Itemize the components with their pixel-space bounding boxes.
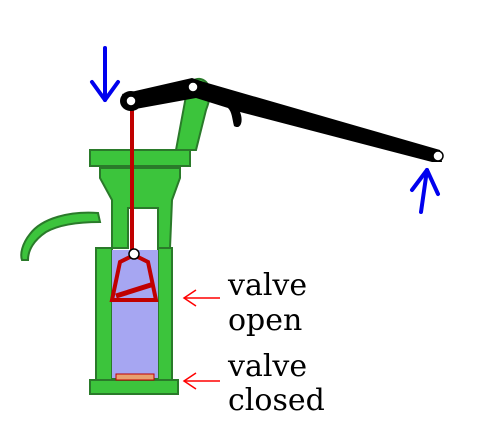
down-arrow-icon bbox=[92, 48, 118, 100]
valve-closed-label-line1: valve bbox=[228, 349, 308, 384]
pump-base bbox=[90, 380, 178, 394]
pump-neck bbox=[100, 168, 180, 248]
handle-pivot-joint bbox=[188, 82, 198, 92]
up-arrow-icon bbox=[412, 170, 438, 212]
handle-right-joint bbox=[433, 151, 443, 161]
spout bbox=[21, 213, 100, 260]
valve-open-pointer-icon bbox=[184, 290, 220, 306]
valve-closed-pointer-icon bbox=[184, 373, 220, 389]
valve-open-label-line1: valve bbox=[228, 268, 308, 303]
piston-pin bbox=[129, 249, 139, 259]
valve-open-label-line2: open bbox=[228, 303, 303, 338]
handle-left-joint bbox=[126, 96, 136, 106]
lower-valve bbox=[116, 374, 154, 380]
pump-top-cap bbox=[90, 150, 190, 166]
valve-closed-label-line2: closed bbox=[228, 383, 325, 418]
